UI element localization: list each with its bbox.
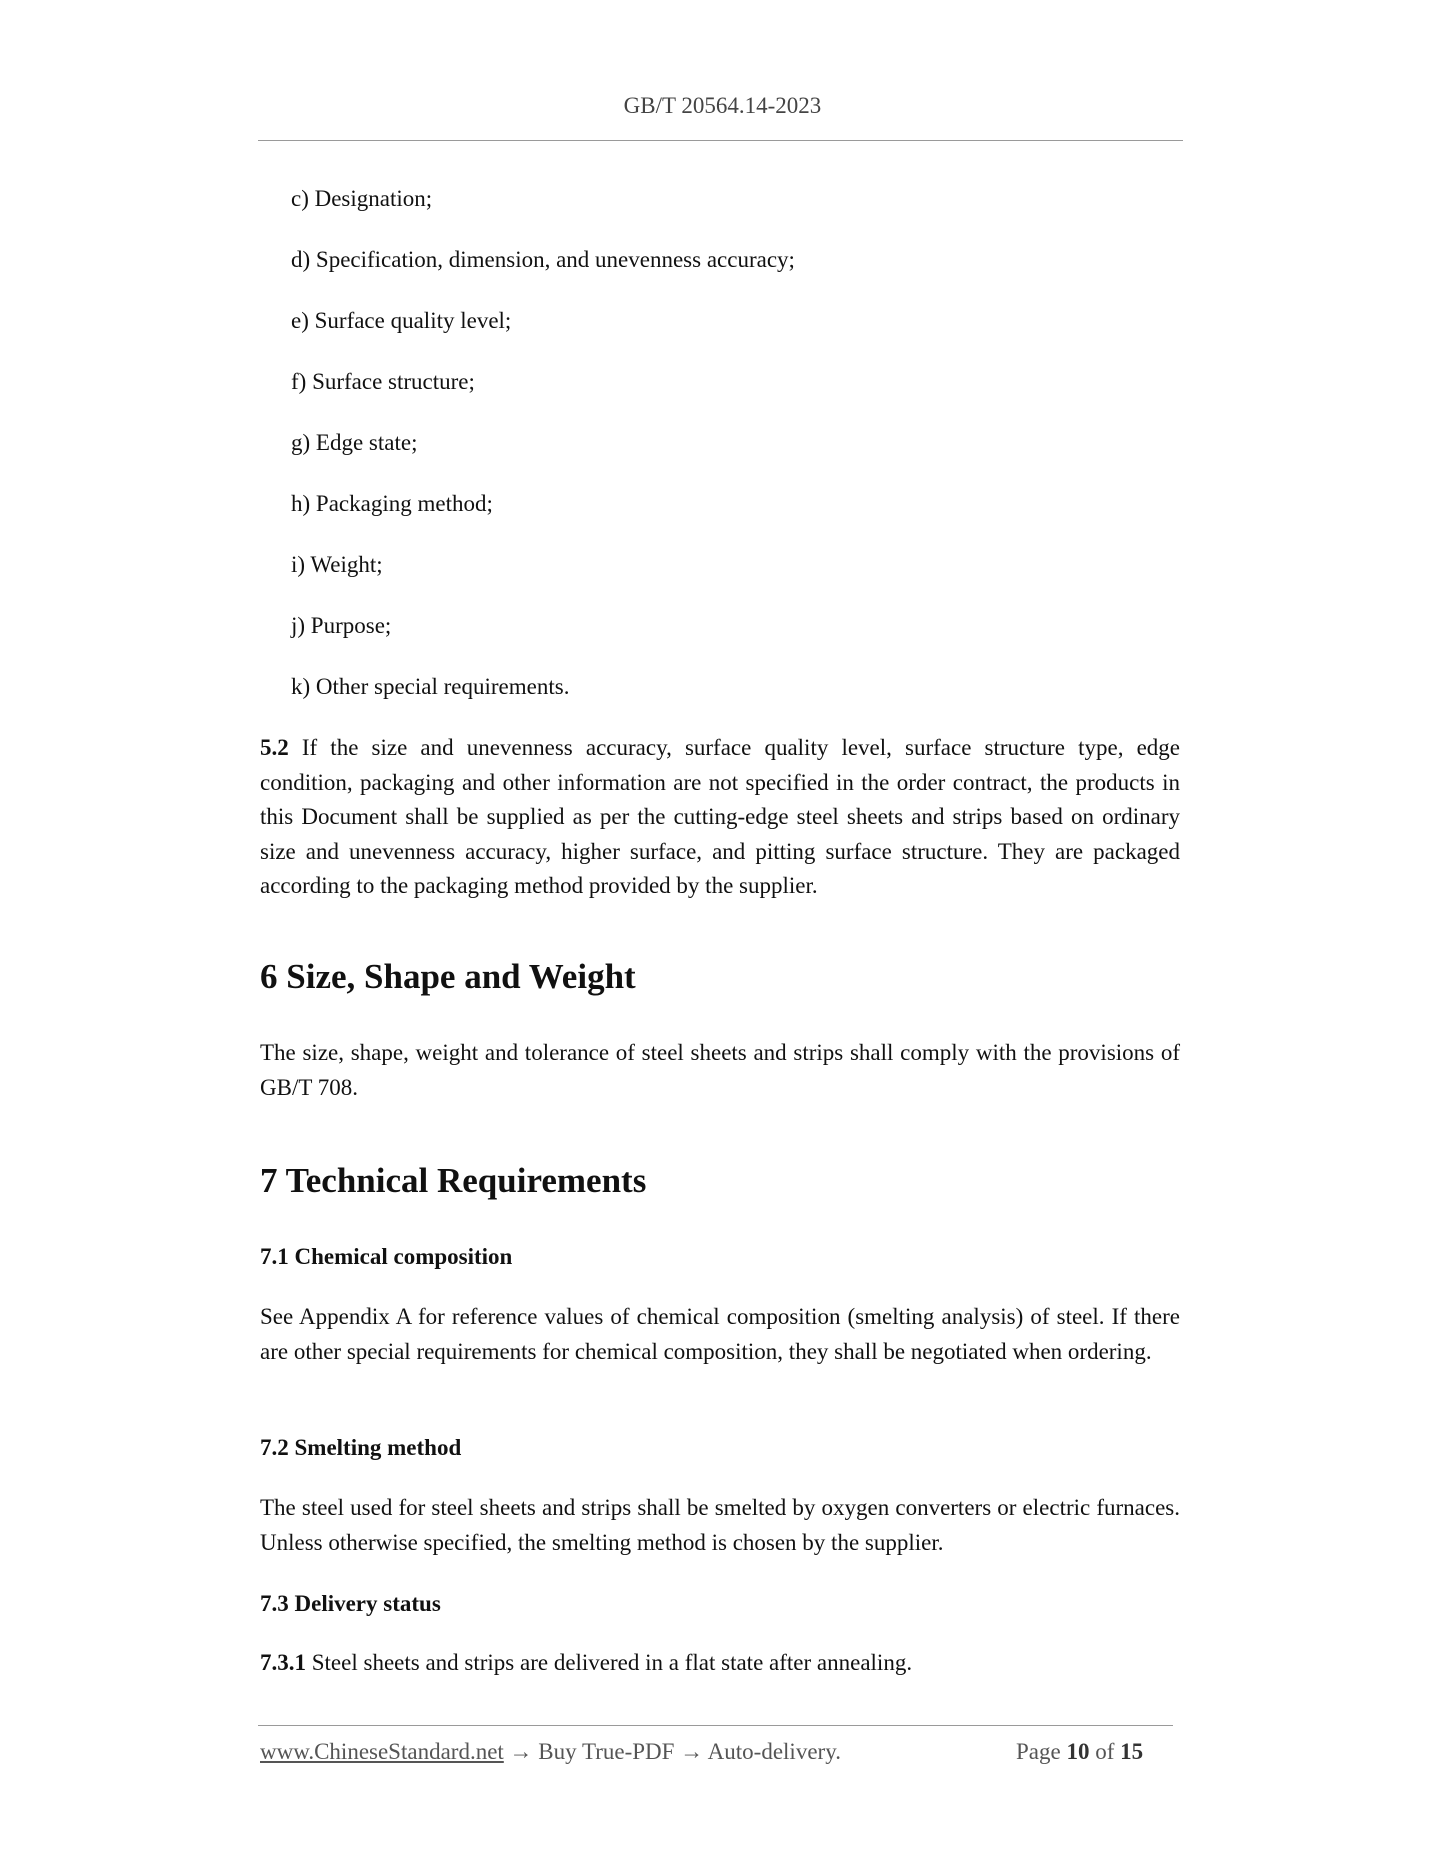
list-item-j: j) Purpose; bbox=[291, 613, 392, 638]
clause-number-5-2: 5.2 bbox=[260, 735, 289, 760]
page-label: Page bbox=[1016, 1739, 1061, 1764]
clause-number-7-3-1: 7.3.1 bbox=[260, 1650, 306, 1675]
paragraph-5-2-text: If the size and unevenness accuracy, surface quality level, surface structure type, edge condition, packaging and other information are not specified in the order contract, the products in this Document shall be supplied as per the cutting-edge steel sheets and strips based on ordinary size and unevenness accuracy, higher surface, and pitting surface structure. They are packaged according to the packaging method provided by the supplier. bbox=[260, 735, 1180, 898]
heading-7-1: 7.1 Chemical composition bbox=[260, 1244, 513, 1269]
paragraph-7-3-1 bbox=[260, 1646, 1180, 1681]
list-item-i: i) Weight; bbox=[291, 552, 383, 577]
list-item-e: e) Surface quality level; bbox=[291, 308, 512, 333]
paragraph-7-2: The steel used for steel sheets and strips shall be smelted by oxygen converters or electric furnaces. Unless otherwise specified, the smelting method is chosen by the supplier. bbox=[260, 1495, 1180, 1555]
chinesestandard-link[interactable]: www.ChineseStandard.net bbox=[260, 1739, 504, 1764]
paragraph-section-6: The size, shape, weight and tolerance of steel sheets and strips shall comply with the provisions of GB/T 708. bbox=[260, 1040, 1180, 1100]
list-item-c: c) Designation; bbox=[291, 186, 433, 211]
heading-section-6: 6 Size, Shape and Weight bbox=[260, 957, 636, 996]
heading-7-3: 7.3 Delivery status bbox=[260, 1591, 441, 1616]
page-number bbox=[1016, 1739, 1143, 1765]
document-header-title: GB/T 20564.14-2023 bbox=[623, 93, 822, 118]
arrow-right-icon: → bbox=[680, 1739, 704, 1764]
footer-divider bbox=[258, 1725, 1173, 1726]
paragraph-5-2 bbox=[260, 731, 1180, 904]
header-divider bbox=[258, 140, 1183, 141]
list-item-f: f) Surface structure; bbox=[291, 369, 475, 394]
of-label: of bbox=[1095, 1739, 1115, 1764]
arrow-right-icon: → bbox=[509, 1739, 533, 1764]
paragraph-7-3-1-text: Steel sheets and strips are delivered in a flat state after annealing. bbox=[306, 1650, 913, 1675]
heading-7-2: 7.2 Smelting method bbox=[260, 1435, 462, 1460]
total-page-count: 15 bbox=[1120, 1739, 1144, 1764]
buy-true-pdf-text: Buy True-PDF bbox=[538, 1739, 675, 1764]
current-page-number: 10 bbox=[1066, 1739, 1090, 1764]
list-item-g: g) Edge state; bbox=[291, 430, 418, 455]
heading-section-7: 7 Technical Requirements bbox=[260, 1161, 647, 1200]
list-item-k: k) Other special requirements. bbox=[291, 674, 570, 699]
footer-promo bbox=[260, 1739, 841, 1765]
paragraph-7-1: See Appendix A for reference values of chemical composition (smelting analysis) of steel. If there are other special requirements for chemical composition, they shall be negotiated when ordering. bbox=[260, 1304, 1180, 1364]
auto-delivery-text: Auto-delivery. bbox=[707, 1739, 841, 1764]
list-item-d: d) Specification, dimension, and unevenness accuracy; bbox=[291, 247, 795, 272]
list-item-h: h) Packaging method; bbox=[291, 491, 493, 516]
